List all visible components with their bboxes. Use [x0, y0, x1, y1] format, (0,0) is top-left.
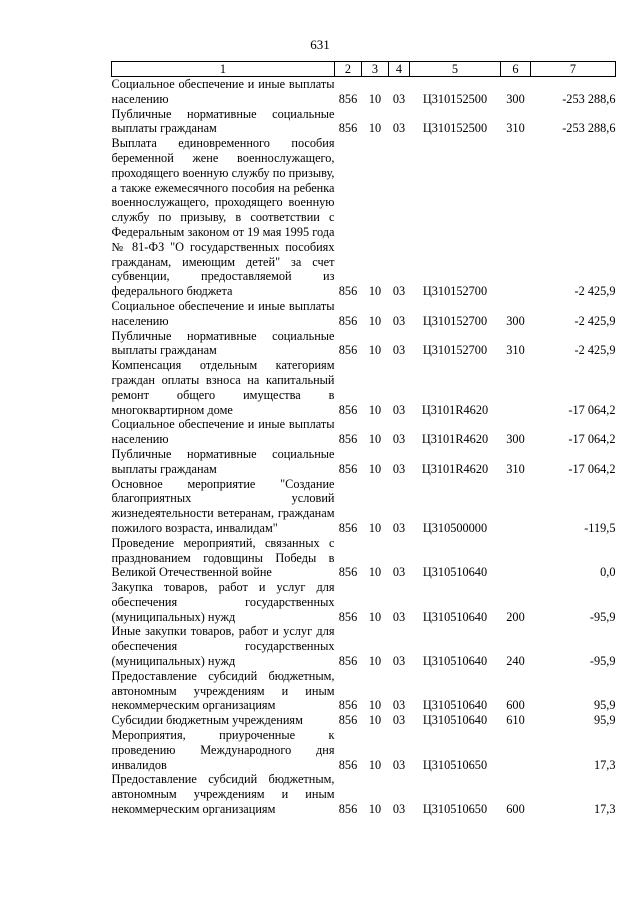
column-header: 7 — [531, 62, 616, 77]
table-row — [112, 447, 616, 477]
column-header: 5 — [410, 62, 501, 77]
row-expense-type: 310 — [506, 121, 525, 136]
table-row — [112, 624, 616, 668]
row-name: Субсидии бюджетным учреждениям — [111, 713, 303, 728]
row-expense-type — [501, 358, 531, 417]
row-target-article: Ц310152700 — [422, 313, 488, 328]
table-row — [112, 136, 616, 299]
row-name: Публичные нормативные социальные выплаты гражданам — [111, 446, 335, 476]
row-amount: -95,9 — [589, 609, 616, 624]
row-section: 10 — [368, 402, 382, 417]
row-expense-type — [501, 536, 531, 580]
row-section: 10 — [368, 757, 382, 772]
row-subsection: 03 — [392, 802, 406, 817]
row-subsection: 03 — [392, 313, 406, 328]
row-name: Социальное обеспечение и иные выплаты населению — [111, 77, 335, 106]
row-target-article: Ц3101R4620 — [421, 461, 489, 476]
row-name: Выплата единовременного пособия беременной жене военнослужащего, проходящего военную службу по призыву, а также ежемесячного пособия на ребенка военнослужащего, проходящего военную службу по призыву, в соответствии с Федеральным законом от 19 мая 1995 года № 81-ФЗ "О государственных пособиях гражданам, имеющим детей" за счет субвенции, предоставляемой из федерального бюджета — [111, 136, 335, 299]
row-section: 10 — [368, 91, 382, 106]
row-expense-type: 240 — [506, 654, 525, 669]
row-name: Основное мероприятие "Создание благоприятных условий жизнедеятельности ветеранам, гражданам пожилого возраста, инвалидам" — [111, 476, 335, 535]
row-name: Публичные нормативные социальные выплаты гражданам — [111, 328, 335, 358]
row-expense-type: 200 — [506, 609, 525, 624]
row-target-article: Ц310510640 — [422, 698, 488, 713]
row-target-article: Ц310510640 — [422, 713, 488, 728]
row-amount: 17,3 — [593, 802, 616, 817]
row-ministry-code: 856 — [338, 121, 358, 136]
table-row — [112, 713, 616, 728]
row-name: Предоставление субсидий бюджетным, автономным учреждениям и иным некоммерческим организациям — [111, 668, 335, 713]
table-row — [112, 477, 616, 536]
table-header-row — [112, 62, 616, 77]
row-amount: 0,0 — [600, 565, 616, 580]
row-subsection: 03 — [392, 402, 406, 417]
row-amount: -95,9 — [589, 654, 616, 669]
row-section: 10 — [368, 713, 382, 728]
row-target-article: Ц310152500 — [422, 91, 488, 106]
row-ministry-code: 856 — [338, 313, 358, 328]
page-number: 631 — [310, 37, 330, 52]
row-expense-type: 300 — [506, 313, 525, 328]
table-row — [112, 728, 616, 772]
row-section: 10 — [368, 284, 382, 299]
row-ministry-code: 856 — [338, 654, 358, 669]
row-ministry-code: 856 — [338, 91, 358, 106]
row-amount: -253 288,6 — [562, 91, 616, 106]
row-expense-type: 600 — [506, 698, 525, 713]
row-target-article: Ц3101R4620 — [421, 432, 489, 447]
row-section: 10 — [368, 313, 382, 328]
row-name: Предоставление субсидий бюджетным, автономным учреждениям и иным некоммерческим организациям — [111, 772, 335, 817]
row-target-article: Ц310152700 — [422, 284, 488, 299]
row-subsection: 03 — [392, 432, 406, 447]
row-section: 10 — [368, 432, 382, 447]
row-name: Иные закупки товаров, работ и услуг для обеспечения государственных (муниципальных) нужд — [111, 624, 335, 669]
row-name: Проведение мероприятий, связанных с празднованием годовщины Победы в Великой Отечественной войне — [111, 535, 335, 580]
row-name: Социальное обеспечение и иные выплаты населению — [111, 417, 335, 447]
row-amount: 17,3 — [593, 757, 616, 772]
row-amount: -17 064,2 — [568, 432, 616, 447]
table-row — [112, 358, 616, 417]
row-subsection: 03 — [392, 757, 406, 772]
row-ministry-code: 856 — [338, 713, 358, 728]
row-expense-type: 310 — [506, 461, 525, 476]
row-name: Социальное обеспечение и иные выплаты населению — [111, 298, 335, 328]
row-subsection: 03 — [392, 565, 406, 580]
row-ministry-code: 856 — [338, 402, 358, 417]
row-target-article: Ц310510640 — [422, 565, 488, 580]
row-name: Мероприятия, приуроченные к проведению Международного дня инвалидов — [111, 728, 335, 772]
row-subsection: 03 — [392, 520, 406, 535]
row-target-article: Ц310510650 — [422, 802, 488, 817]
row-amount: -119,5 — [584, 520, 616, 535]
row-expense-type: 610 — [506, 713, 525, 728]
row-subsection: 03 — [392, 461, 406, 476]
row-ministry-code: 856 — [338, 432, 358, 447]
row-ministry-code: 856 — [338, 520, 358, 535]
row-amount: -2 425,9 — [574, 343, 616, 358]
row-expense-type: 300 — [506, 432, 525, 447]
row-expense-type: 310 — [506, 343, 525, 358]
row-subsection: 03 — [392, 343, 406, 358]
row-target-article: Ц310510650 — [422, 757, 488, 772]
table-row — [112, 580, 616, 624]
row-amount: -253 288,6 — [562, 121, 616, 136]
row-subsection: 03 — [392, 121, 406, 136]
row-amount: -2 425,9 — [574, 284, 616, 299]
row-ministry-code: 856 — [338, 757, 358, 772]
row-expense-type: 600 — [506, 802, 525, 817]
row-amount: 95,9 — [593, 698, 616, 713]
row-expense-type — [501, 728, 531, 772]
row-ministry-code: 856 — [338, 609, 358, 624]
table-row — [112, 77, 616, 107]
row-subsection: 03 — [392, 609, 406, 624]
row-target-article: Ц310510640 — [422, 654, 488, 669]
row-amount: 95,9 — [593, 713, 616, 728]
row-target-article: Ц3101R4620 — [421, 402, 489, 417]
column-header: 2 — [335, 62, 362, 77]
row-section: 10 — [368, 698, 382, 713]
row-ministry-code: 856 — [338, 343, 358, 358]
row-ministry-code: 856 — [338, 698, 358, 713]
row-subsection: 03 — [392, 698, 406, 713]
row-section: 10 — [368, 565, 382, 580]
row-target-article: Ц310152500 — [422, 121, 488, 136]
row-subsection: 03 — [392, 91, 406, 106]
row-subsection: 03 — [392, 654, 406, 669]
table-row — [112, 772, 616, 816]
table-row — [112, 417, 616, 447]
table-row — [112, 107, 616, 137]
row-expense-type — [501, 136, 531, 299]
row-target-article: Ц310510640 — [422, 609, 488, 624]
row-amount: -17 064,2 — [568, 402, 616, 417]
row-section: 10 — [368, 121, 382, 136]
row-ministry-code: 856 — [338, 802, 358, 817]
row-section: 10 — [368, 343, 382, 358]
row-amount: -2 425,9 — [574, 313, 616, 328]
row-section: 10 — [368, 609, 382, 624]
row-section: 10 — [368, 654, 382, 669]
column-header: 4 — [389, 62, 410, 77]
row-section: 10 — [368, 520, 382, 535]
column-header: 6 — [501, 62, 531, 77]
row-expense-type — [501, 477, 531, 536]
row-ministry-code: 856 — [338, 461, 358, 476]
budget-table — [111, 61, 616, 817]
row-section: 10 — [368, 802, 382, 817]
row-subsection: 03 — [392, 284, 406, 299]
table-row — [112, 669, 616, 713]
table-row — [112, 329, 616, 359]
row-amount: -17 064,2 — [568, 461, 616, 476]
row-name: Компенсация отдельным категориям граждан оплаты взноса на капитальный ремонт общего имущества в многоквартирном доме — [111, 358, 335, 417]
row-target-article: Ц310500000 — [422, 520, 488, 535]
table-row — [112, 536, 616, 580]
row-subsection: 03 — [392, 713, 406, 728]
row-section: 10 — [368, 461, 382, 476]
row-expense-type: 300 — [506, 91, 525, 106]
row-name: Закупка товаров, работ и услуг для обеспечения государственных (муниципальных) нужд — [111, 580, 335, 624]
row-ministry-code: 856 — [338, 565, 358, 580]
row-ministry-code: 856 — [338, 284, 358, 299]
column-header: 1 — [112, 62, 335, 77]
column-header: 3 — [362, 62, 389, 77]
row-name: Публичные нормативные социальные выплаты гражданам — [111, 106, 335, 136]
table-row — [112, 299, 616, 329]
row-target-article: Ц310152700 — [422, 343, 488, 358]
